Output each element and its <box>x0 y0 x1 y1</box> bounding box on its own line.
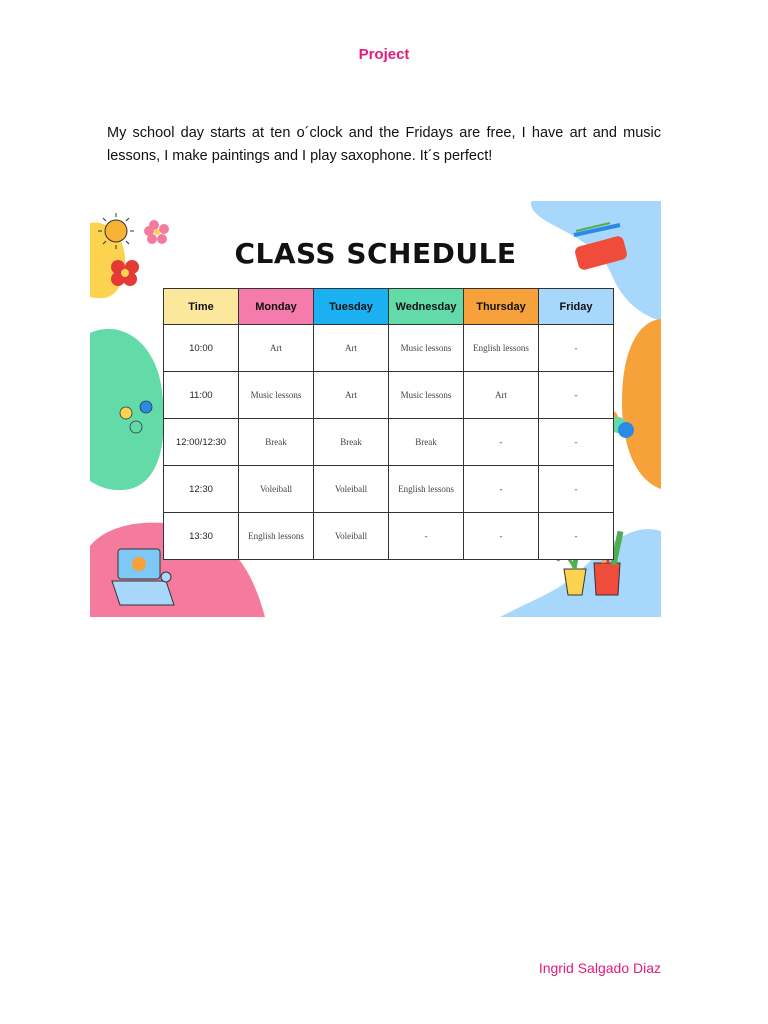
schedule-title: CLASS SCHEDULE <box>234 237 517 270</box>
header-cell: Thursday <box>464 289 539 325</box>
table-cell: English lessons <box>239 513 314 560</box>
table-cell: - <box>464 466 539 513</box>
table-cell: Voleiball <box>314 466 389 513</box>
table-cell: English lessons <box>464 325 539 372</box>
table-cell: - <box>539 372 614 419</box>
table-cell: - <box>464 513 539 560</box>
table-cell: - <box>389 513 464 560</box>
table-row <box>164 466 614 513</box>
table-cell: - <box>539 325 614 372</box>
table-cell: Music lessons <box>389 325 464 372</box>
table-cell: Art <box>314 372 389 419</box>
table-cell: - <box>539 466 614 513</box>
intro-paragraph: My school day starts at ten o´clock and the Fridays are free, I have art and music lessons, I make paintings and I play saxophone. It´s perfect! <box>107 125 661 164</box>
table-cell: Music lessons <box>389 372 464 419</box>
table-cell: Voleiball <box>239 466 314 513</box>
table-cell: - <box>464 419 539 466</box>
header-cell: Friday <box>539 289 614 325</box>
table-cell: - <box>539 419 614 466</box>
table-cell: 10:00 <box>164 325 239 372</box>
table-cell: 13:30 <box>164 513 239 560</box>
table-cell: Break <box>239 419 314 466</box>
header-cell: Time <box>164 289 239 325</box>
table-cell: Art <box>239 325 314 372</box>
table-cell: Art <box>314 325 389 372</box>
header-cell: Wednesday <box>389 289 464 325</box>
table-cell: Voleiball <box>314 513 389 560</box>
page-title: Project <box>358 46 410 63</box>
table-cell: 11:00 <box>164 372 239 419</box>
header-cell: Tuesday <box>314 289 389 325</box>
class-schedule-image <box>90 201 661 617</box>
table-cell: Break <box>314 419 389 466</box>
table-cell: Art <box>464 372 539 419</box>
table-row <box>164 419 614 466</box>
table-row <box>164 513 614 560</box>
schedule-table <box>163 288 614 560</box>
table-cell: 12:30 <box>164 466 239 513</box>
table-cell: 12:00/12:30 <box>164 419 239 466</box>
table-cell: - <box>539 513 614 560</box>
table-cell: Break <box>389 419 464 466</box>
table-row <box>164 372 614 419</box>
header-row <box>164 289 614 325</box>
author-name: Ingrid Salgado Diaz <box>538 960 661 976</box>
table-cell: English lessons <box>389 466 464 513</box>
table-cell: Music lessons <box>239 372 314 419</box>
table-row <box>164 325 614 372</box>
header-cell: Monday <box>239 289 314 325</box>
